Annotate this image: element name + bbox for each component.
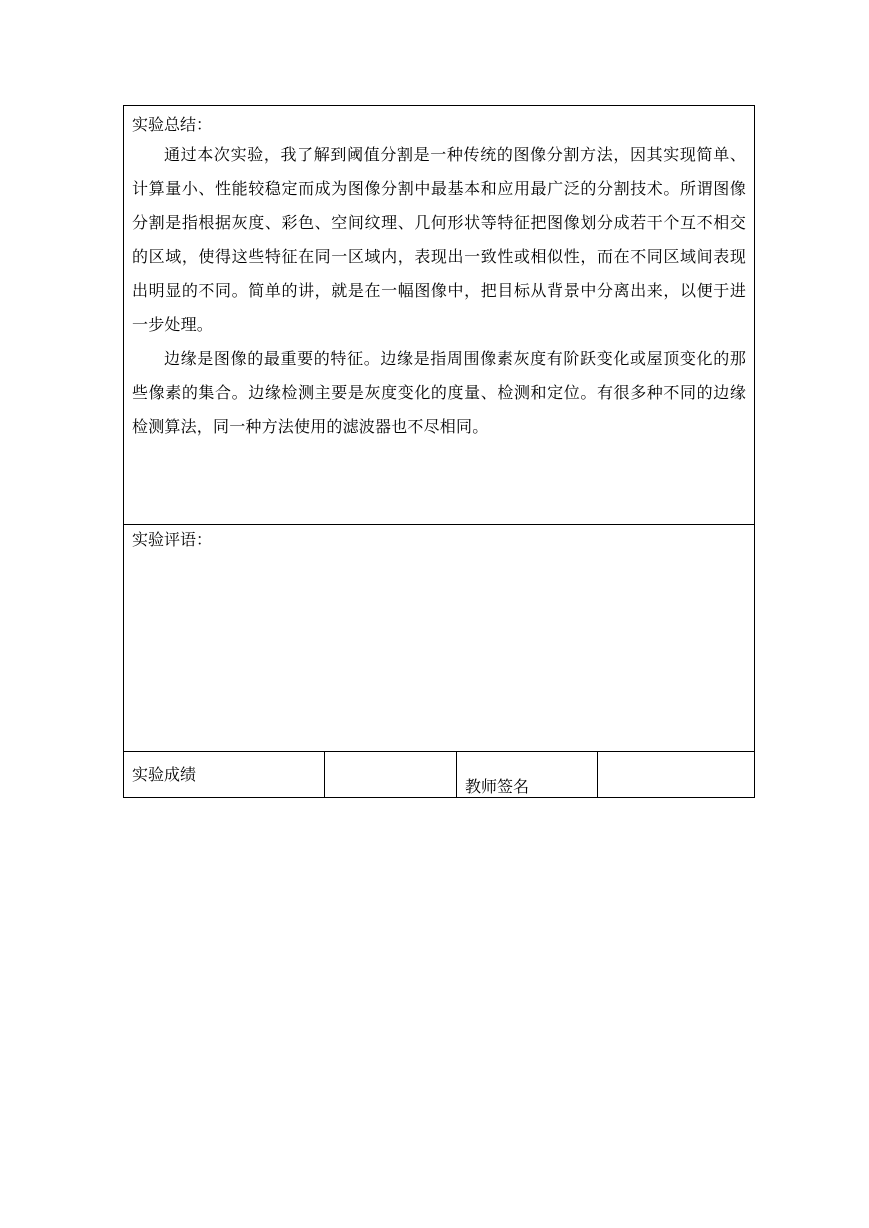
grade-row xyxy=(124,752,755,798)
teacher-signature-cell xyxy=(598,752,755,798)
grade-label: 实验成绩 xyxy=(124,752,325,798)
summary-label: 实验总结： xyxy=(132,115,213,134)
summary-paragraph-1: 通过本次实验，我了解到阈值分割是一种传统的图像分割方法，因其实现简单、计算量小、性能较稳定而成为图像分割中最基本和应用最广泛的分割技术。所谓图像分割是指根据灰度、彩色、空间纹理、几何形状等特征把图像划分成若干个互不相交的区域，使得这些特征在同一区域内，表现出一致性或相似性，而在不同区域间表现出明显的不同。简单的讲，就是在一幅图像中，把目标从背景中分离出来，以便于进一步处理。 xyxy=(132,145,747,334)
summary-cell xyxy=(124,106,755,525)
teacher-signature-label: 教师签名 xyxy=(457,752,598,798)
grade-value-cell xyxy=(325,752,457,798)
comments-label: 实验评语： xyxy=(132,530,213,549)
summary-paragraph-2: 边缘是图像的最重要的特征。边缘是指周围像素灰度有阶跃变化或屋顶变化的那些像素的集合。边缘检测主要是灰度变化的度量、检测和定位。有很多种不同的边缘检测算法，同一种方法使用的滤波器也不尽相同。 xyxy=(132,349,747,436)
comments-row xyxy=(124,525,755,752)
summary-row xyxy=(124,106,755,525)
comments-cell xyxy=(124,525,755,752)
report-table xyxy=(123,105,755,798)
